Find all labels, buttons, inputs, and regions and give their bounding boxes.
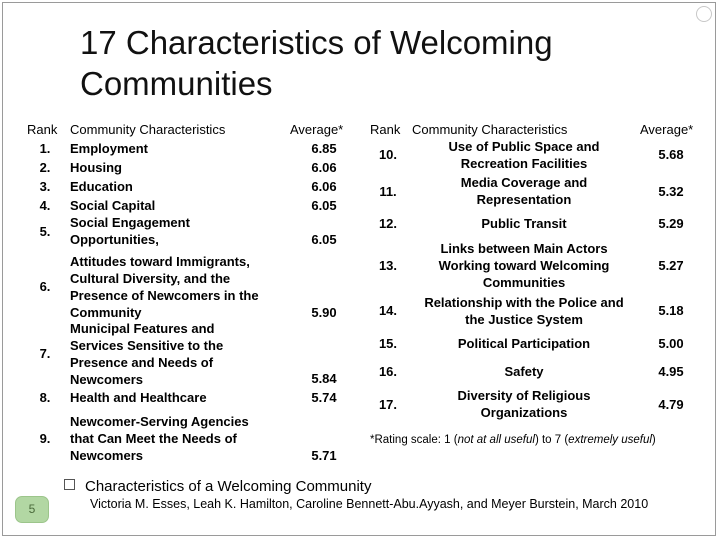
right-row-average: 5.68 [658,147,684,162]
left-row-average: 6.05 [311,198,337,213]
left-row-characteristic-line: Community [70,305,142,320]
left-row-characteristic-line: Health and Healthcare [70,390,207,405]
right-row-rank: 14. [378,303,398,318]
left-row-average: 6.05 [311,232,337,247]
left-row-average: 5.74 [311,390,337,405]
left-row-characteristic-line: Social Engagement [70,215,190,230]
right-row-rank: 11. [379,184,397,199]
left-row-characteristic-line: Housing [70,160,122,175]
left-row-average: 5.84 [311,371,337,386]
left-row-rank: 6. [39,279,51,294]
right-row-average: 4.79 [658,397,684,412]
right-row-characteristic-line: Relationship with the Police and [424,295,624,310]
left-row-rank: 2. [39,160,51,175]
author-credits: Victoria M. Esses, Leah K. Hamilton, Caroline Bennett-Abu.Ayyash, and Meyer Burstein, March 2010 [90,497,649,511]
left-row-rank: 5. [39,224,51,239]
left-header-average: Average* [290,122,344,137]
title-line-2: Communities [80,65,273,102]
left-row-rank: 7. [39,346,51,361]
right-row-rank: 16. [378,364,398,379]
right-row-characteristic-line: Recreation Facilities [460,156,588,171]
left-row-characteristic-line: Employment [70,141,149,156]
title-line-1: 17 Characteristics of Welcoming [80,24,553,61]
right-row-rank: 12. [378,216,398,231]
left-row-characteristic-line: Opportunities, [70,232,159,247]
left-row-rank: 1. [39,141,51,156]
left-row-characteristic-line: Presence and Needs of [70,355,214,370]
bullet-item [64,478,371,496]
left-row-characteristic-line: Newcomers [70,448,143,463]
right-row-characteristic-line: Communities [482,275,566,290]
right-row-characteristic-line: Political Participation [457,336,591,351]
left-row-characteristic-line: Social Capital [70,198,156,213]
left-row-average: 6.06 [311,179,337,194]
right-row-average: 5.18 [658,303,684,318]
right-row-characteristic-line: Safety [504,364,544,379]
right-row-characteristic-line: Use of Public Space and [448,139,600,154]
right-row-rank: 13. [378,258,398,273]
right-row-characteristic-line: Representation [476,192,572,207]
left-header-characteristic: Community Characteristics [70,122,226,137]
left-row-average: 5.90 [311,305,337,320]
footnote-prefix: *Rating scale: 1 ( [370,434,458,446]
right-row-characteristic-line: Diversity of Religious [457,388,591,403]
footnote-high-label: extremely useful [568,434,652,446]
left-row-characteristic-line: Services Sensitive to the [70,338,224,353]
right-header-average: Average* [640,122,694,137]
left-row-average: 5.71 [311,448,337,463]
right-row-average: 5.32 [658,184,684,199]
footnote-low-label: not at all useful [457,434,535,446]
slide-title [80,22,680,104]
left-row-characteristic-line: Newcomer-Serving Agencies [70,414,249,429]
left-row-characteristic-line: Newcomers [70,372,143,387]
left-row-characteristic-line: Cultural Diversity, and the [70,271,231,286]
right-row-rank: 10. [378,147,398,162]
right-header-rank: Rank [370,122,401,137]
footnote-suffix: ) [651,434,656,446]
left-row-average: 6.06 [311,160,337,175]
left-row-rank: 9. [39,431,51,446]
right-row-characteristic-line: Organizations [480,405,568,420]
page-number-badge: 5 [15,496,49,523]
right-row-rank: 15. [378,336,398,351]
right-row-characteristic-line: the Justice System [465,312,583,327]
left-row-characteristic-line: Presence of Newcomers in the [70,288,259,303]
checkbox-bullet-icon [64,479,75,490]
right-row-average: 5.29 [658,216,684,231]
left-row-characteristic-line: that Can Meet the Needs of [70,431,237,446]
right-header-characteristic: Community Characteristics [412,122,568,137]
right-row-average: 5.00 [658,336,684,351]
bullet-text: Characteristics of a Welcoming Community [85,478,372,495]
left-row-average: 6.85 [311,141,337,156]
left-row-characteristic-line: Municipal Features and [70,321,215,336]
left-row-characteristic-line: Education [70,179,133,194]
right-row-rank: 17. [378,397,398,412]
footnote-middle: ) to 7 ( [534,434,569,446]
right-row-characteristic-line: Working toward Welcoming [438,258,610,273]
right-row-average: 5.27 [658,258,684,273]
corner-circle-icon [696,6,712,22]
left-row-rank: 3. [39,179,51,194]
rating-footnote [370,433,656,448]
right-row-characteristic-line: Links between Main Actors [440,241,608,256]
right-row-average: 4.95 [658,364,684,379]
left-row-rank: 4. [39,198,51,213]
left-row-characteristic-line: Attitudes toward Immigrants, [70,254,250,269]
right-row-characteristic-line: Media Coverage and [460,175,588,190]
left-row-rank: 8. [39,390,51,405]
right-row-characteristic-line: Public Transit [481,216,567,231]
left-header-rank: Rank [27,122,58,137]
